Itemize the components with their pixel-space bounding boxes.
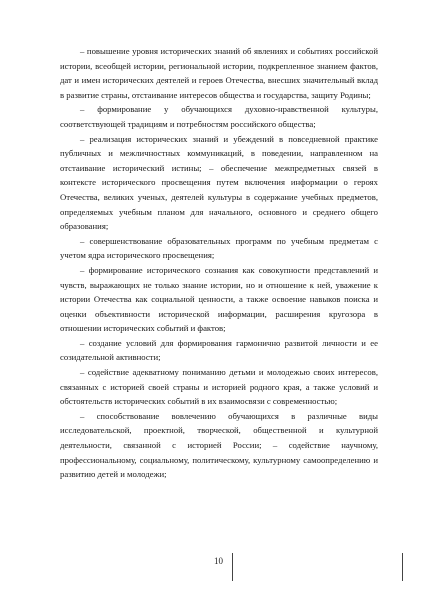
footer-divider-left [232,553,233,581]
page-number: 10 [214,556,223,566]
paragraph-6: – создание условий для формирования гармонично развитой личности и ее созидательной активности; [60,337,378,363]
paragraph-4: – совершенствование образовательных программ по учебным предметам с учетом ядра исторического просвещения; [60,235,378,261]
paragraph-5: – формирование исторического сознания как совокупности представлений и чувств, выражающих не только знание истории, но и отношение к ней, уважение к истории Отечества как социальной ценности, а также освоение навыков поиска и оценки объективности исторической информации, расширения кругозора в отношении исторических событий и фактов; [60,264,378,334]
paragraph-2: – формирование у обучающихся духовно-нравственной культуры, соответствующей традициям и потребностям российского общества; [60,104,378,129]
paragraph-8: – способствование вовлечению обучающихся в различные виды исследовательской, проектной, творческой, общественной и культурной деятельности, связанной с историей России; – содействие научному, профессиональному, социальному, политическому, культурному самоопределению и развитию детей и молодежи; [60,410,378,480]
paragraph-3: – реализация исторических знаний и убеждений в повседневной практике публичных и межличностных коммуникаций, в поведении, направленном на отстаивание исторический истины; – обеспечение межпредметных связей в контексте исторического просвещения путем включения информации о героях Отечества, великих ученых, деятелей культуры в содержание учебных предметов, определяемых учебным планом для начального, основного и среднего общего образования; [60,133,378,232]
paragraph-7: – содействие адекватному пониманию детьми и молодежью своих интересов, связанных с историей своей страны и историей родного края, а также условий и обстоятельств исторических событий в их взаимосвязи с современностью; [60,367,378,407]
page-body [60,44,378,482]
paragraph-1: – повышение уровня исторических знаний об явлениях и событиях российской истории, всеобщей истории, региональной истории, подкрепленное знанием фактов, дат и имен исторических деятелей и героев Отечества, внесших значительный вклад в развитие страны, отстаивание интересов общества и государства, защиту Родины; [60,46,378,100]
footer-divider-right [402,553,403,581]
